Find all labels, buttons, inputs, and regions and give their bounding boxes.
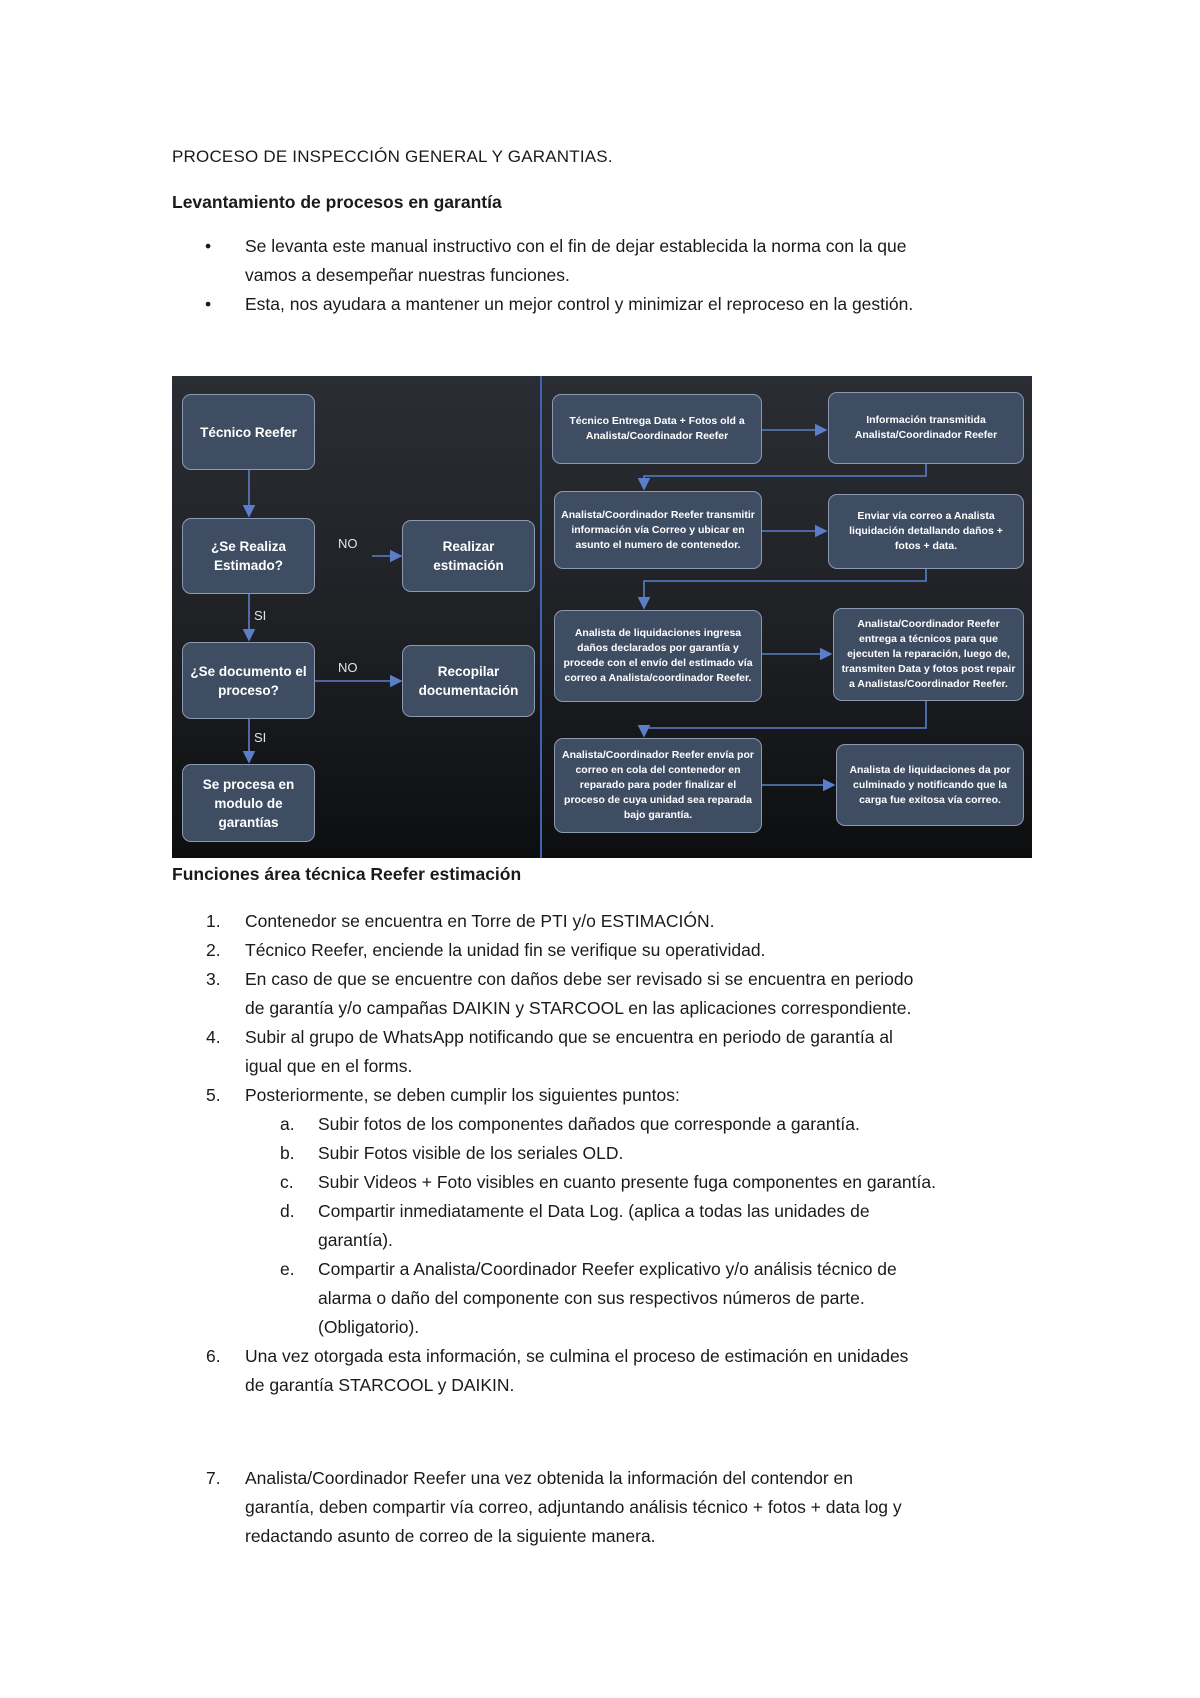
list-item — [172, 1464, 1072, 1551]
list-line: (Obligatorio). — [318, 1317, 420, 1337]
flow-box-tecnico-reefer: Técnico Reefer — [182, 394, 315, 470]
list-line: de garantía y/o campañas DAIKIN y STARCOOL en las aplicaciones correspondiente. — [245, 998, 912, 1018]
sub-list-letter: b. — [280, 1143, 295, 1163]
list-number: 4. — [206, 1027, 221, 1047]
bullet-line: Esta, nos ayudara a mantener un mejor control y minimizar el reproceso en la gestión. — [245, 294, 914, 314]
list-line: Subir al grupo de WhatsApp notificando que se encuentra en periodo de garantía al — [245, 1027, 893, 1047]
list-item — [172, 907, 1072, 936]
sub-list-item — [172, 1139, 1072, 1168]
flow-box-transmitir-informacion: Analista/Coordinador Reefer transmitir información vía Correo y ubicar en asunto el numero de contenedor. — [554, 491, 762, 569]
bullet-list — [172, 232, 1052, 319]
list-number: 2. — [206, 940, 221, 960]
bullet-item — [172, 232, 1052, 290]
list-item — [172, 1023, 1072, 1081]
list-number: 1. — [206, 911, 221, 931]
flow-label-si: SI — [254, 730, 267, 745]
flow-box-modulo-garantias: Se procesa en modulo de garantías — [182, 764, 315, 842]
list-item — [172, 1342, 1072, 1400]
list-line: Posteriormente, se deben cumplir los siguientes puntos: — [245, 1085, 680, 1105]
list-line: igual que en el forms. — [245, 1056, 413, 1076]
sub-list-item — [172, 1168, 1072, 1197]
list-line: redactando asunto de correo de la siguiente manera. — [245, 1526, 656, 1546]
list-number: 5. — [206, 1085, 221, 1105]
list-line: garantía). — [318, 1230, 393, 1250]
bullet-line: vamos a desempeñar nuestras funciones. — [245, 265, 570, 285]
flowchart-image — [172, 376, 1032, 858]
sub-list-item — [172, 1197, 1072, 1255]
list-line: de garantía STARCOOL y DAIKIN. — [245, 1375, 515, 1395]
sub-list-letter: c. — [280, 1172, 294, 1192]
list-number: 7. — [206, 1468, 221, 1488]
flow-label-si: SI — [254, 608, 267, 623]
numbered-list — [172, 907, 1072, 1400]
flow-box-ingresa-danos: Analista de liquidaciones ingresa daños declarados por garantía y procede con el envío del estimado vía correo a Analista/coordinador Reefer. — [554, 610, 762, 702]
sub-list-letter: d. — [280, 1201, 295, 1221]
list-line: En caso de que se encuentre con daños debe ser revisado si se encuentra en periodo — [245, 969, 914, 989]
list-line: Analista/Coordinador Reefer una vez obtenida la información del contendor en — [245, 1468, 854, 1488]
list-line: Compartir a Analista/Coordinador Reefer explicativo y/o análisis técnico de — [318, 1259, 897, 1279]
list-line: Contenedor se encuentra en Torre de PTI y/o ESTIMACIÓN. — [245, 911, 715, 931]
list-item — [172, 1081, 1072, 1110]
bullet-icon: • — [205, 236, 212, 256]
list-item — [172, 936, 1072, 965]
list-line: Una vez otorgada esta información, se culmina el proceso de estimación en unidades — [245, 1346, 909, 1366]
bullet-item — [172, 290, 1052, 319]
flow-box-informacion-transmitida: Información transmitida Analista/Coordinador Reefer — [828, 392, 1024, 464]
list-line: garantía, deben compartir vía correo, adjuntando análisis técnico + fotos + data log y — [245, 1497, 902, 1517]
flow-box-entrega-data: Técnico Entrega Data + Fotos old a Analista/Coordinador Reefer — [552, 394, 762, 464]
flow-box-envia-correo-cola: Analista/Coordinador Reefer envía por correo en cola del contenedor en reparado para poder finalizar el proceso de cuya unidad sea reparada bajo garantía. — [554, 738, 762, 833]
list-number: 3. — [206, 969, 221, 989]
section-heading-levantamiento: Levantamiento de procesos en garantía — [172, 192, 502, 212]
flow-label-no: NO — [338, 536, 358, 551]
flow-box-entrega-tecnicos: Analista/Coordinador Reefer entrega a técnicos para que ejecuten la reparación, luego de, transmiten Data y fotos post repair a Analistas/Coordinador Reefer. — [833, 608, 1024, 701]
list-line: Compartir inmediatamente el Data Log. (aplica a todas las unidades de — [318, 1201, 870, 1221]
sub-list-item — [172, 1255, 1072, 1342]
sub-list-letter: e. — [280, 1259, 295, 1279]
list-line: Subir Videos + Foto visibles en cuanto presente fuga componentes en garantía. — [318, 1172, 936, 1192]
numbered-list-continued — [172, 1464, 1072, 1551]
list-line: Subir Fotos visible de los seriales OLD. — [318, 1143, 624, 1163]
flow-box-culminado: Analista de liquidaciones da por culminado y notificando que la carga fue exitosa vía correo. — [836, 744, 1024, 826]
sub-list-letter: a. — [280, 1114, 295, 1134]
bullet-icon: • — [205, 294, 212, 314]
section-heading-funciones: Funciones área técnica Reefer estimación — [172, 864, 522, 884]
document-title: PROCESO DE INSPECCIÓN GENERAL Y GARANTIAS. — [172, 147, 613, 166]
list-line: Subir fotos de los componentes dañados que corresponde a garantía. — [318, 1114, 860, 1134]
sub-list-item — [172, 1110, 1072, 1139]
flow-box-recopilar-documentacion: Recopilar documentación — [402, 645, 535, 717]
list-line: Técnico Reefer, enciende la unidad fin se verifique su operatividad. — [245, 940, 766, 960]
list-line: alarma o daño del componente con sus respectivos números de parte. — [318, 1288, 865, 1308]
flow-box-realizar-estimacion: Realizar estimación — [402, 520, 535, 592]
bullet-line: Se levanta este manual instructivo con el fin de dejar establecida la norma con la que — [245, 236, 907, 256]
flow-box-se-documento: ¿Se documento el proceso? — [182, 642, 315, 719]
flow-label-no: NO — [338, 660, 358, 675]
list-number: 6. — [206, 1346, 221, 1366]
flow-box-se-realiza-estimado: ¿Se Realiza Estimado? — [182, 518, 315, 594]
flow-box-enviar-correo-liquidacion: Enviar vía correo a Analista liquidación detallando daños + fotos + data. — [828, 494, 1024, 569]
list-item — [172, 965, 1072, 1023]
